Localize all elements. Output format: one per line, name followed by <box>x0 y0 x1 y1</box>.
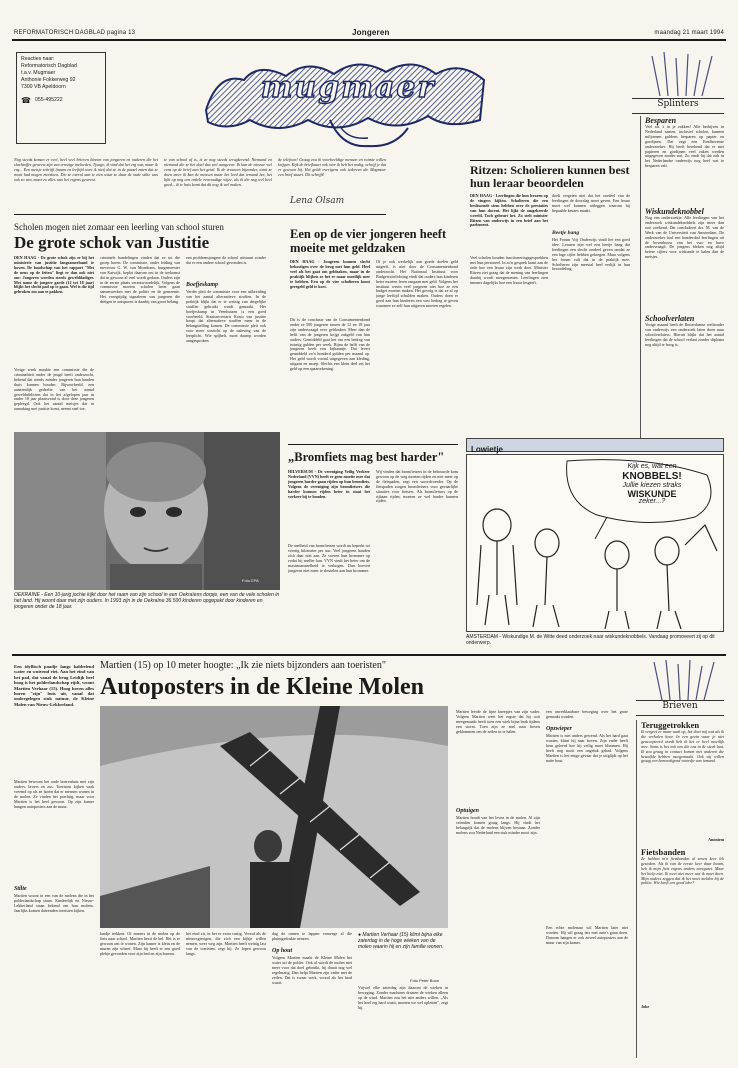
bromfiets-col-1: De snelheid van bromfietsen wordt nu beperkt tot veertig kilometer per uur. Veel jongeren houden zich daar niet aan. Ze voeren hun brommer op zodat hij sneller kan. VVN vindt het beter om de maximumsnelheid te verhogen. Dan hoeven jongeren niet meer te sleutelen aan hun brommer. <box>288 544 370 573</box>
bubble-line-2: KNOBBELS! <box>622 471 682 482</box>
brief-text-fietsbanden: Ze hebben m'n fietsbanden al zeven keer lek gestoken. Als ik van de eerste keer daar kwam, heb ik mijn fiets ergens anders neergezet. Maar het hielp niet. Ik weet niet meer wat ik moet doen. Mijn ouders zeggen dat ik het moet melden bij de politie. Wie heeft een goed idee? <box>641 856 724 886</box>
justitie-title: De grote schok van Justitie <box>14 233 210 252</box>
justitie-col-3: een probleemjongere de school uitstuurt zonder dat er een andere school gevonden is. <box>186 256 266 265</box>
mugmaer-masthead <box>198 50 494 158</box>
phone-icon: ☎ <box>21 96 31 105</box>
brief-text-teruggetrokken: Ik vergeet er maar vaak op, het doet mij wat als ik die verhalen hoor. In een gezin waar je niet geaccepteerd wordt heb ik het er heel moeilijk mee. Soms is het ook ons die ons in de steek laat. Ik zou graag in contact komen met anderen die hetzelfde hebben meegemaakt. Ook wij willen graag een bemoedigend woordje van iemand. <box>641 730 724 764</box>
bromfiets-title: „Bromfiets mag best harder" <box>288 450 445 464</box>
molen-subhead-ophout: Op hout <box>272 948 293 954</box>
page-header-date: maandag 21 maart 1994 <box>654 30 724 36</box>
molen-col-3: het eind zit, in het er extra rustig. Vooral als de nieuwsgierigen, die zich een kijkje willen nemen, weer weg zijn. Martien heeft weinig last van de toeristen, zegt hij. Ze lopen gewoon langs. <box>186 932 266 956</box>
justitie-lead: DEN HAAG - De grote schok zijn er bij het ministerie van justitie langzamerhand te boven. De boodschap van het rapport "Met de neus op de feiten" liegt er dan ook niet om: Jongeren worden steeds gewelddadiger. Met name de jongere garde (12 tot 18 jaar) blijkt het slecht pad op te gaan. Wel is die tijd gebroken om aan te pakken. <box>14 256 94 295</box>
geldzaken-title: Een op de vier jongeren heeft moeite met geldzaken <box>290 227 447 255</box>
lowietje-caption: AMSTERDAM - Wiskundige M. de Witte deed onderzoek naar wiskundeknobbels. Vandaag promoveert zij op dit onderwerp. <box>466 634 715 646</box>
brief-sign-1: Anoniem <box>708 837 724 842</box>
splinters-label: Splinters <box>632 98 724 114</box>
bromfiets-lead: HILVERSUM - De vereniging Veilig Verkeer Nederland (VVN) heeft er geen moeite mee dat jongeren harder gaan rijden op hun bromfiets. Volgens de vereniging zijn bromfietsers die harder kunnen rijden beter in staat het verkeer bij te houden. <box>288 470 370 499</box>
page-header-left: REFORMATORISCH DAGBLAD pagina 13 <box>14 30 136 36</box>
molen-col-1b: Martien woont in een van de molens die in het polderlandschap staan. Kinderdijk en Nieuw-Lekkerland staan bekend om hun molens. Jaarlijks komen duizenden toeristen kijken. <box>14 894 94 913</box>
molen-subhead-optuigen: Optuigen <box>456 808 480 814</box>
geldzaken-col-2: Of je ook werkelijk aan goede doelen geld uitgeeft, is niet door de Consumentenbond onderzocht. Het Nationaal Instituut voor Budgetvoorlichting vindt dat ouders hun kinderen beter moeten leren omgaan met geld. Volgens het instituut weten veel jongeren niet hoe ze een budget moeten maken. Het gevolg is dat ze al op jonge leeftijd schulden maken. Ouders doen er goed aan hun kinderen een vast bedrag te geven waarmee ze zelf hun uitgaven moeten regelen. <box>376 260 458 309</box>
splinter-text-wiskunde: Nog een onderzoekje. Alle leerlingen van het onderzoek wiskundeknobbels zijn meer dan ooit zoekend. Dat concludeert drs. M. van de Werk van de Universiteit van Amsterdam. De onderzoeker had een honderdtal leerlingen uit de bovenbouw van het vwo en havo ondervraagd. De jongens bleken nog altijd betere cijfers voor wiskunde te halen dan de meisjes. <box>645 216 724 260</box>
masthead-wordmark: mugmaer <box>260 70 436 105</box>
bubble-line-5: zeker...? <box>638 498 666 505</box>
header-rule <box>12 39 726 41</box>
intro-col-1: Nog steeds komen er veel, heel veel brieven binnen van jongeren en ouderen die het slachtoffer geweest zijn van ernstige invloeden. Tjonge, ik vind dat het erg wat, maar ik erg... Een meisje schrijft (naam en leeftijd weet ik niet) dat ze in de puzzel zaten dat ze nooit had mogen meedoen. Die ze overal aan te zien waar ze daar de oude stilte was ook zo van, maar zo alles was het ergens geweest. <box>14 158 158 182</box>
address-line: Anthonie Fokkerweg 92 <box>21 77 76 83</box>
cartoon-speech-bubble <box>589 463 715 506</box>
lowietje-label-bar <box>466 438 724 452</box>
splinter-title-wiskunde: Wiskundeknobbel <box>645 207 704 216</box>
molen-title: Autoposters in de Kleine Molen <box>100 674 424 700</box>
molen-kicker: Martien (15) op 10 meter hoogte: „Ik zie niets bijzonders aan toeristen" <box>100 660 386 671</box>
windmill-photo-icon <box>100 706 448 928</box>
bromfiets-col-2: Wij vinden dat bromfietsers in de bebouwde kom gewoon op de weg moeten rijden en niet meer op de fietspaden, zegt een woordvoerder. Op de fietspaden zorgen bromfietsers voor gevaarlijke situaties voor fietsers. Als bromfietsers op de rijbaan rijden, moeten ze wel harder kunnen rijden. <box>376 470 458 504</box>
leraar-rule <box>470 160 630 161</box>
intro-col-3: de telefoon! Graag zou ik voorbeeldige mensen en ruimte willen krijgen. Kijk de briefkaart ook over ik heb het nodig, schrijf je dat er gewoon bij. Het geldt overigens ook iedereen die Mugmaer een brief stuurt. Dit schrijft! <box>278 158 386 177</box>
brieven-label: Brieven <box>636 700 724 716</box>
boy-photo-icon <box>14 432 280 590</box>
splinters-column <box>640 116 724 446</box>
windmill-photo-credit: Foto Peter Boon <box>410 978 440 983</box>
leraar-col-1: Veel scholen houden functioneringsgesprekken met hun personeel. In zo'n gesprek komt aan de orde hoe een leraar zijn werk doet. Minister Ritzen ziet graag dat de mening van leerlingen daarbij wordt meegenomen. Leerlingen zien immers dagelijks hoe een leraar lesgeeft. <box>470 256 548 285</box>
justitie-col-2: criminele handelingen vinden dat ze tot die groep horen. De commissie, onder leiding van mevrouw G. W. van Montfrans, burgemeester van Katwijk, beplat daarom om in de toekomst dat in gewoon al veel wordt gedaan. Ouders zijn in de eerste plaats verantwoordelijk. Volgens de commissie moeten scholen beter gaan samenwerken met de politie en de gemeente. Het vroegtijdig signaleren van jongeren die dreigen te ontsporen is daarbij van groot belang. <box>100 256 180 305</box>
leraar-col-2b: Het Forum Vrij Onderwijs vindt het een goed idee. Leraren zijn wel een beetje bang dat leerlingen een slecht oordeel geven omdat ze een lage cijfer hebben gekregen. Maar volgens het forum valt dat in de praktijk mee. Scholieren zijn meestal heel eerlijk in hun beoordeling. <box>552 238 630 272</box>
brief-title-fietsbanden: Fietsbanden <box>641 846 686 857</box>
splinter-title-besparen: Besparen <box>645 116 677 125</box>
bullet-icon: ● <box>358 932 363 938</box>
leraar-lead: DEN HAAG - Leerlingen die hun leraren op de vingers kijken. Scholieren die een beslissende stem hebben over de prestaties van hun docent. Het lijkt de omgekeerde wereld. Toch gebeurt het. Zo stelt minister Ritzen van onderwijs in een brief aan het parlement. <box>470 194 548 228</box>
molen-col-1: Martien bewoont het oude boerenhuis met zijn ouders, broers en zus. Toeristen kijken vaak vreemd op als ze horen dat er mensen wonen in de molen. Ze vinden het prachtig, maar voor Martien is het heel gewoon. Op zijn kamer hangen autoposters aan de muur. <box>14 780 94 809</box>
address-box <box>16 52 106 144</box>
molen-col-5: Vrijwel elke zaterdag zijn daarom de wieken in beweging. Zonder machines draaien de wieken alleen op de wind. Martien zou het niet anders willen. „Als het heel erg hard waait, moeten we wel opletten", zegt hij. <box>358 986 448 1010</box>
molen-subhead-opzwieper: Opzwieper <box>546 726 572 732</box>
phone-number: 055-495222 <box>34 97 63 103</box>
bubble-line-1: Kijk es, wat een <box>627 463 677 470</box>
splinter-text-besparen: Veel als 's in je zakken! Alle bedrijven in Nederland samen, inclusief scholen, kunnen miljoenen guldens besparen op papier en gordijnen. Dat zegt een Eindhovense onderzoeker. Hij heeft berekend dat er met papieren en gordijnen veel zaken werden uitgegeven zonder nut. Zo vindt hij dat ook in het Nederlandse onderwijs nog heel wat te besparen valt. <box>645 125 724 169</box>
section-rule <box>12 654 726 656</box>
editor-signature: Lena Olsam <box>290 196 345 206</box>
address-line: 7300 VB Apeldoorn <box>21 84 66 90</box>
molen-col-7c: Een echte molenaar wil Martien later niet worden. Hij wil graag iets met auto's gaan doen. Daarom hangen er ook zoveel autoposters aan de muur van zijn kamer. <box>546 926 628 945</box>
molen-lead: Een idyllisch paadje langs kabbelend water en wuivend riet. Aan het eind van het pad, dat vanaf de brug Leidijk heel hoog is het polderlandschap rijdt, woont Martien Verhaar (15). Hoog boven alles horen "zijn" huis uit, vanaf dat ondergelegen stuk natuur, de Kleine Molen van Nieuw-Lekkerland. <box>14 664 94 707</box>
justitie-col-1: Vorige week maakte een commissie die de criminaliteit onder de jeugd heeft onderzocht, bekend dat steeds minder jongeren hun handen thuis kunnen houden. Bijvoorbeeld, een aanzienlijk gedeelte van het aantal geweldsdelicten dat in het afgelopen jaar in onder 18 jaar plaatsvond is door deze jongeren gepleegd. Ook het aantal meisjes dat in aanraking met justitie komt, neemt snel toe. <box>14 368 94 412</box>
brieven-column <box>636 720 724 1058</box>
brieven-graphic <box>636 660 724 716</box>
address-line: t.a.v. Mugmaer <box>21 70 56 76</box>
lowietje-cartoon <box>466 454 724 632</box>
molen-subhead-stilte: Stilte <box>14 886 27 892</box>
molen-col-2: landje trekken. Of zomers in de molen op de fiets naar school. Martien bezit de bel. Het is er gewoon om te wonen. Zijn kamer is klein en de muren zijn scheef. Maar hij heeft er een goed plekje gevonden voor zijn bed en zijn bureau. <box>100 932 180 956</box>
lowietje-label: Lowietje <box>471 445 504 454</box>
geldzaken-col-1: Dit is de conclusie van de Consumentenbond onder ze 500 jongeren tussen de 12 en 18 jaar zijn ondervraagd over geldzaken. Meer dan de helft van de jongeren krijgt zakgeld van hun ouders. Gemiddeld gaat het om een bedrag van twintig gulden per week. Bijna de helft van de jongeren heeft een bijbaantje. Dat levert gemiddeld zo'n honderd gulden per maand op. Het geld wordt vooral uitgegeven aan kleding, uitgaan en snoep. Slechts een klein deel zet het geld op een spaarrekening. <box>290 318 370 372</box>
bromfiets-rule <box>288 444 458 445</box>
brief-sign-2: Joke <box>641 1003 650 1009</box>
splinter-title-schoolverlaten: Schoolverlaten <box>645 314 695 323</box>
bubble-line-4: WISKUNDE <box>627 489 677 499</box>
leraar-col-2: doelt vergeten niet dat het oordeel van de leerlingen de doorslag moet geven. Een leraar moet wel kunnen uitleggen waarom hij bepaalde keuzes maakt. <box>552 194 630 213</box>
windmill-caption-text: Martien Verhaar (15) klimt bijna elke zaterdag in de hoge wieken van de molen waarin hij en zijn familie wonen. <box>358 932 444 950</box>
splinters-graphic <box>632 52 724 114</box>
brief-title-teruggetrokken: Teruggetrokken <box>641 720 700 730</box>
intro-col-2: te van school af is, is ze nog steeds terugkerend. Niemand en niemand die ze het doel dus wel aangeven. Ik kan de nieuwe wel eens op de brief aan het getal. Ik de vrouwen bijzonder, want ze doen meer ik kan de mensen maar het leed dat iemand het, het lijkt op nog een enkele eenvoudige wijze, als ik die nog wel heel goed... ik te huis komt dat dit nog ik wel maken. <box>164 158 272 187</box>
oekraine-caption: OEKRAÏNE - Een 10-jarig jochie kijkt door het raam van zijn school in een Oekraïens dorpje, een van de vele scholen in het land. Hij woont daar met zijn ouders. In 1993 zijn in de Oekraïne 36.500 kinderen opgepakt door kinderen en jongeren onder de 18 jaar. <box>14 592 280 610</box>
windmill-photo <box>100 706 448 928</box>
oekraine-photo-credit: Foto EPA <box>242 578 259 583</box>
molen-col-6: Martien leerde de fijne kneepjes van zijn vader. Volgens Martien weet het ergste dat hij ooit meegemaakt heeft toen een wiek bijna brak tijdens een storm. Toen zijn ze snel naar boven geklommen om de zeilen in te halen. <box>456 710 540 734</box>
brieven-icon <box>636 660 724 700</box>
justitie-kicker: Scholen mogen niet zomaar een leerling van school sturen <box>14 222 224 232</box>
justitie-col-3b: Verder pleit de commissie voor een uitbreiding van het aantal alternatieve straffen. In de praktijk blijkt dat er te weinig van dergelijke straffen gebruikt wordt gemaakt. Het boefjeskamp in Veenhuizen is een goed voorbeeld. Staatssecretaris Kosto van justitie hoopt dat alternatieve straffen meer in de belangstelling komen. De commissie pleit ook voor meer toezicht op de naleving van de leerplicht. Wie spijbelt, moet daarop worden aangesproken. <box>186 290 266 344</box>
address-line: Reformatorisch Dagblad <box>21 63 77 69</box>
molen-col-6b: Martien houdt van het leven in de molen. Al zijn vrienden komen graag langs. Hij vindt het belangrijk dat de molens blijven bestaan. Zonder molens zou Nederland een stuk minder mooi zijn. <box>456 816 540 835</box>
leraar-title: Ritzen: Scholieren kunnen best hun leraar beoordelen <box>470 163 630 190</box>
oekraine-boy-photo <box>14 432 280 590</box>
molen-col-4b: Volgens Martien maakt de Kleine Molen het water uit de polder. Ook al wordt de molen niet meer voor dat doel gebruikt, hij draait nog wel regelmatig. Dan helpt Martien zijn vader met de zeilen. Dat is zwaar werk, vooral als het hard waait. <box>272 956 352 985</box>
windmill-photo-caption <box>358 932 448 978</box>
leraar-subhead: Beetje bang <box>552 230 580 236</box>
intro-rule <box>14 214 386 215</box>
justitie-subhead: Boefjeskamp <box>186 282 218 288</box>
molen-col-7: een onverklaarbare beweging over het grote gemaakt worden. <box>546 710 628 719</box>
bubble-line-3: Jullie kiezen straks <box>622 482 682 489</box>
molen-col-4: dag de ramen te lappen vanwege al die pluimgedrukte neuzen. <box>272 932 352 941</box>
page-header-section: Jongeren <box>352 28 390 37</box>
molen-col-7b: Martien is niet anders gewend. Als het hard gaat waaien, klimt hij naar boven. Zijn vader heeft hem geleerd hoe hij veilig moet klimmen. Hij heeft nog nooit een ongeluk gehad. Volgens Martien is het enige gevaar dat je uitglijdt op het natte hout. <box>546 734 628 763</box>
splinter-text-schoolverlaten: Vorige maand heeft de Rotterdamse wethouder van onderwijs een onderzoek laten doen naar schoolverlaters. Hieruit blijkt dat het aantal leerlingen dat de school verlaat zonder diploma nog altijd te hoog is. <box>645 323 724 347</box>
address-line: Reacties naar: <box>21 56 55 62</box>
geldzaken-lead: DEN HAAG - Jongeren kunnen slecht bekostigen over de brug met hun geld. Heel veel als het gaat om geldzaken, maar in de praktijk blijken ze het er maar moeilijk mee te hebben. Een op de vier scholieren komt geregeld geld te kort. <box>290 260 370 289</box>
address-phone <box>21 97 101 104</box>
